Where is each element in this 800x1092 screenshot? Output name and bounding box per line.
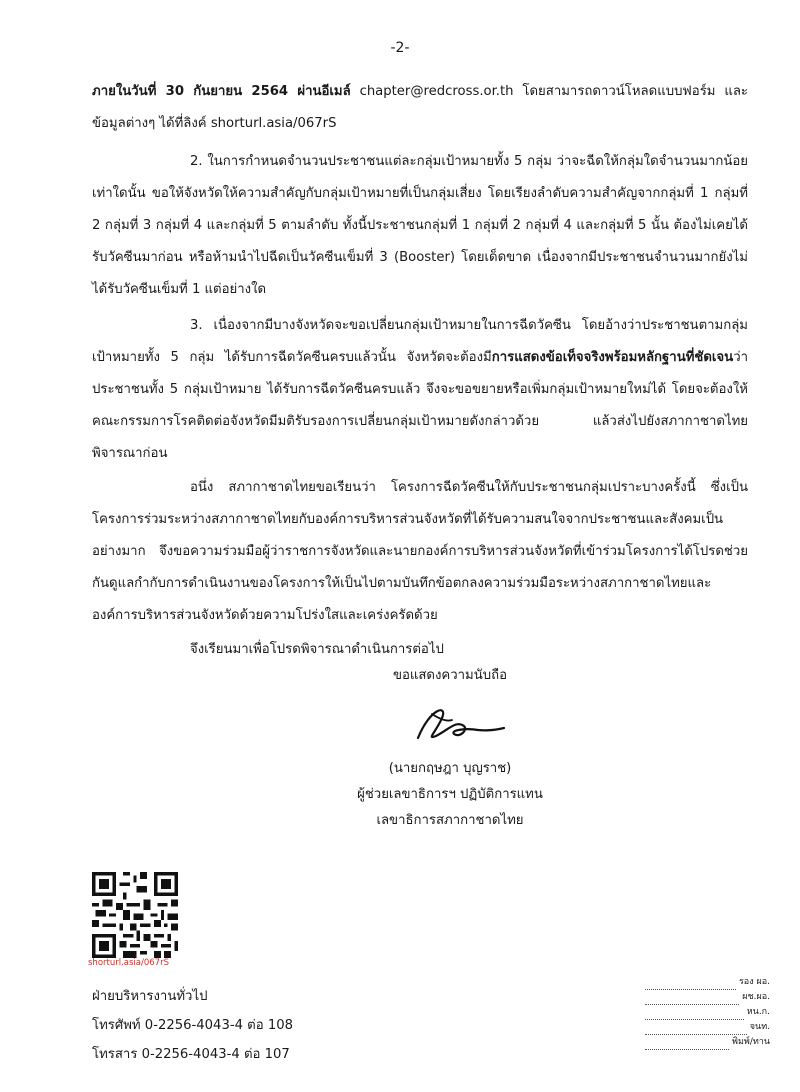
deadline-lead: ภายในวันที่ 30 กันยายน 2564 ผ่านอีเมล์ bbox=[92, 84, 351, 99]
approval-initials-box bbox=[645, 975, 770, 1050]
approval-label: รอง ผอ. bbox=[738, 977, 770, 987]
item-2-text: 2. ในการกำหนดจำนวนประชาชนแต่ละกลุ่มเป้าหมายทั้ง 5 กลุ่ม ว่าจะฉีดให้กลุ่มใดจำนวนมากน้อยเท่าใดนั้น ขอให้จังหวัดให้ความสำคัญกับกลุ่มเป้าหมายที่เป็นกลุ่มเสี่ยง โดยเรียงลำดับความสำคัญจากกลุ่มที่ 1 กลุ่มที่ 2 กลุ่มที่ 3 กลุ่มที่ 4 และกลุ่มที่ 5 ตามลำดับ ทั้งนี้ประชาชนกลุ่มที่ 1 กลุ่มที่ 2 กลุ่มที่ 4 และกลุ่มที่ 5 นั้น ต้องไม่เคยได้รับวัคซีนมาก่อน หรือห้ามนำไปฉีดเป็นวัคซีนเข็มที่ 3 (Booster) โดยเด็ดขาด เนื่องจากมีประชาชนจำนวนมากยังไม่ได้รับวัคซีนเข็มที่ 1 แต่อย่างใด bbox=[92, 154, 748, 297]
page-number: -2- bbox=[390, 40, 410, 56]
signer-position-1: ผู้ช่วยเลขาธิการฯ ปฏิบัติการแทน bbox=[357, 787, 543, 802]
approval-row bbox=[645, 1035, 770, 1050]
contact-block bbox=[92, 982, 293, 1069]
item-3-bold: การแสดงข้อเท็จจริงพร้อมหลักฐานที่ชัดเจน bbox=[491, 350, 734, 365]
approval-row bbox=[645, 975, 770, 990]
paragraph-note bbox=[92, 472, 748, 632]
qr-code-icon bbox=[92, 872, 178, 958]
approval-label: ผช.ผอ. bbox=[742, 992, 770, 1002]
note-text: อนึ่ง สภากาชาดไทยขอเรียนว่า โครงการฉีดวัคซีนให้กับประชาชนกลุ่มเปราะบางครั้งนี้ ซึ่งเป็นโครงการร่วมระหว่างสภากาชาดไทยกับองค์การบริหารส่วนจังหวัดที่ได้รับความสนใจจากประชาชนและสังคมเป็นอย่างมาก จึงขอความร่วมมือผู้ว่าราชการจังหวัดและนายกองค์การบริหารส่วนจังหวัดที่เข้าร่วมโครงการได้โปรดช่วยกันดูแลกำกับการดำเนินงานของโครงการให้เป็นไปตามบันทึกข้อตกลงความร่วมมือระหว่างสภากาชาดไทยและองค์การบริหารส่วนจังหวัดด้วยความโปร่งใสและเคร่งครัดด้วย bbox=[92, 480, 748, 623]
item-3-part2: ว่าประชาชนทั้ง 5 กลุ่มเป้าหมาย ได้รับการฉีดวัคซีนครบแล้ว จึงจะขอขยายหรือเพิ่มกลุ่มเป้าหมายใหม่ได้ โดยจะต้องให้คณะกรรมการโรคติดต่อจังหวัดมีมติรับรองการเปลี่ยนกลุ่มเป้าหมายดังกล่าวด้วย แล้วส่งไปยังสภากาชาดไทยพิจารณาก่อน bbox=[92, 350, 748, 461]
paragraph-deadline bbox=[92, 76, 748, 140]
qr-caption: shorturl.asia/067rS bbox=[88, 958, 169, 968]
approval-row bbox=[645, 1020, 770, 1035]
deadline-rest: chapter@redcross.or.th โดยสามารถดาวน์โหลดแบบฟอร์ม และข้อมูลต่างๆ ได้ที่ลิงค์ shorturl.asia/067rS bbox=[92, 84, 748, 131]
contact-fax: โทรสาร 0-2256-4043-4 ต่อ 107 bbox=[92, 1047, 290, 1062]
approval-label: หน.ก. bbox=[746, 1007, 770, 1017]
approval-row bbox=[645, 990, 770, 1005]
signer-position-2: เลขาธิการสภากาชาดไทย bbox=[376, 813, 524, 828]
closing-salutation: ขอแสดงความนับถือ bbox=[392, 668, 508, 683]
paragraph-item-3 bbox=[92, 310, 748, 470]
contact-phone: โทรศัพท์ 0-2256-4043-4 ต่อ 108 bbox=[92, 1018, 294, 1033]
approval-row bbox=[645, 1005, 770, 1020]
approval-label: จนท. bbox=[749, 1022, 770, 1032]
contact-department: ฝ่ายบริหารงานทั่วไป bbox=[92, 989, 208, 1004]
paragraph-request bbox=[92, 634, 748, 666]
signer-name: (นายกฤษฎา บุญราช) bbox=[388, 761, 512, 776]
paragraph-item-2 bbox=[92, 146, 748, 306]
signer-block bbox=[320, 756, 580, 834]
approval-label: พิมพ์/ทาน bbox=[732, 1037, 770, 1047]
item-3-part1: 3. เนื่องจากมีบางจังหวัดจะขอเปลี่ยนกลุ่มเป้าหมายในการฉีดวัคซีน โดยอ้างว่าประชาชนตามกลุ่มเป้าหมายทั้ง 5 กลุ่ม ได้รับการฉีดวัคซีนครบแล้วนั้น จังหวัดจะต้องมี bbox=[92, 318, 748, 365]
request-text: จึงเรียนมาเพื่อโปรดพิจารณาดำเนินการต่อไป bbox=[190, 642, 444, 657]
handwritten-signature bbox=[408, 700, 508, 750]
